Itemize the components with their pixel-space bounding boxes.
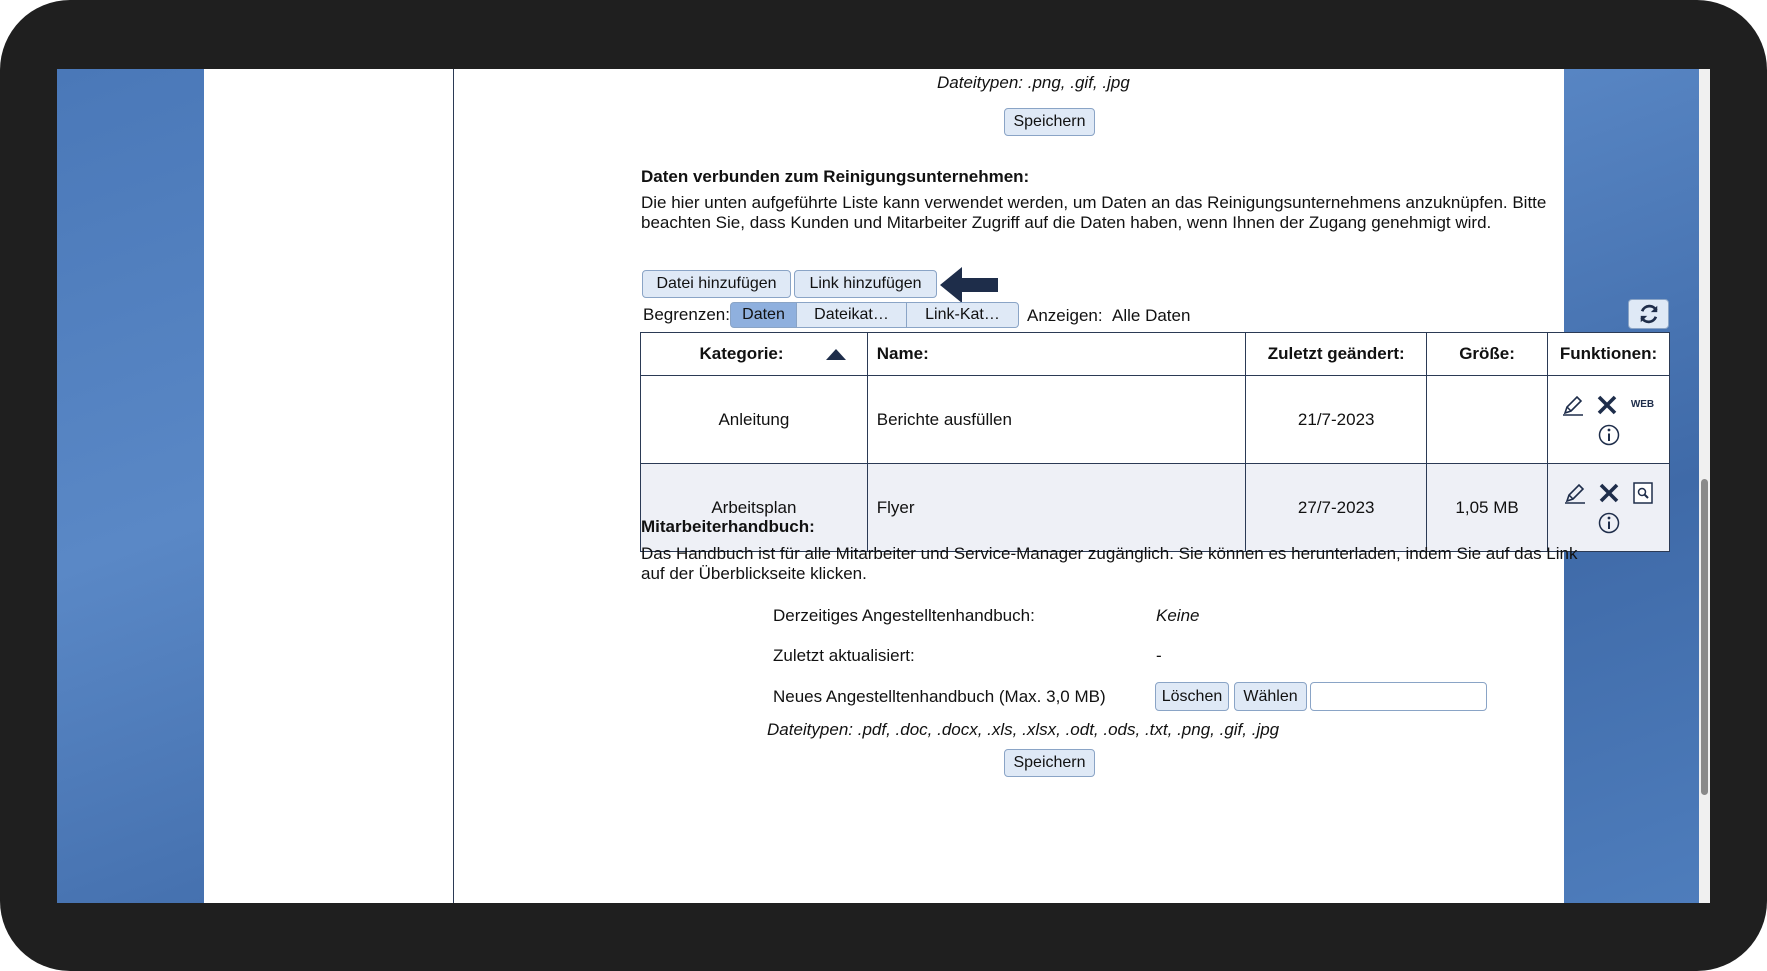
info-icon[interactable] — [1597, 511, 1621, 535]
show-label: Anzeigen: — [1027, 306, 1103, 325]
limit-label: Begrenzen: — [643, 305, 730, 324]
page — [204, 69, 1658, 903]
info-icon[interactable] — [1597, 423, 1621, 447]
cell-category: Anleitung — [641, 376, 868, 464]
data-section-desc-line2: beachten Sie, dass Kunden und Mitarbeiter Zugriff auf die Daten haben, wenn Ihnen der Zugang genehmigt wird. — [641, 213, 1492, 232]
cell-name[interactable]: Berichte ausfüllen — [867, 376, 1246, 464]
current-handbook-value: Keine — [1156, 606, 1200, 625]
limit-option-linkkat[interactable]: Link-Kat… — [906, 302, 1019, 328]
data-section-heading: Daten verbunden zum Reinigungsunternehmen: — [641, 167, 1030, 186]
header-modified[interactable]: Zuletzt geändert: — [1246, 333, 1427, 376]
header-category-label: Kategorie: — [699, 344, 784, 363]
choose-file-button[interactable]: Wählen — [1234, 682, 1307, 711]
logo-filetypes-text: Dateitypen: .png, .gif, .jpg — [937, 73, 1130, 92]
header-functions: Funktionen: — [1548, 333, 1670, 376]
show-value: Alle Daten — [1112, 306, 1191, 325]
cell-functions — [1548, 464, 1670, 552]
header-name[interactable]: Name: — [867, 333, 1246, 376]
cell-size: 1,05 MB — [1427, 464, 1548, 552]
handbook-heading: Mitarbeiterhandbuch: — [641, 517, 815, 536]
refresh-icon — [1638, 303, 1660, 325]
refresh-button[interactable] — [1628, 299, 1669, 329]
sort-asc-icon — [826, 348, 846, 360]
save-button-bottom[interactable]: Speichern — [1004, 749, 1095, 777]
header-size[interactable]: Größe: — [1427, 333, 1548, 376]
pencil-icon[interactable] — [1561, 393, 1585, 417]
web-link-icon[interactable]: WEB — [1630, 399, 1655, 410]
handbook-desc-line2: auf der Überblickseite klicken. — [641, 564, 867, 583]
delete-button[interactable]: Löschen — [1155, 682, 1229, 711]
limit-option-dateikat[interactable]: Dateikat… — [796, 302, 907, 328]
file-path-input[interactable] — [1310, 682, 1487, 711]
delete-icon[interactable] — [1597, 481, 1621, 505]
cell-size — [1427, 376, 1548, 464]
cell-modified: 27/7-2023 — [1246, 464, 1427, 552]
data-section-desc-line1: Die hier unten aufgeführte Liste kann verwendet werden, um Daten an das Reinigungsunternehmens anzuknüpfen. Bitte — [641, 193, 1547, 212]
table-row — [641, 464, 1670, 552]
last-updated-value: - — [1156, 646, 1162, 665]
cell-modified: 21/7-2023 — [1246, 376, 1427, 464]
header-category[interactable] — [641, 333, 868, 376]
table-row — [641, 376, 1670, 464]
screen — [57, 69, 1710, 903]
handbook-desc-line1: Das Handbuch ist für alle Mitarbeiter und Service-Manager zugänglich. Sie können es herunterladen, indem Sie auf das Link — [641, 544, 1578, 563]
limit-option-daten[interactable]: Daten — [730, 302, 797, 328]
current-handbook-label: Derzeitiges Angestelltenhandbuch: — [773, 606, 1035, 625]
add-file-button[interactable]: Datei hinzufügen — [642, 270, 791, 298]
pencil-icon[interactable] — [1563, 481, 1587, 505]
delete-icon[interactable] — [1595, 393, 1619, 417]
new-handbook-label: Neues Angestelltenhandbuch (Max. 3,0 MB) — [773, 687, 1106, 706]
cell-name[interactable]: Flyer — [867, 464, 1246, 552]
handbook-filetypes-text: Dateitypen: .pdf, .doc, .docx, .xls, .xlsx, .odt, .ods, .txt, .png, .gif, .jpg — [767, 720, 1280, 739]
save-button-top[interactable]: Speichern — [1004, 108, 1095, 136]
add-link-button[interactable]: Link hinzufügen — [794, 270, 937, 298]
cell-category: Arbeitsplan — [641, 464, 868, 552]
scrollbar-thumb[interactable] — [1701, 479, 1708, 795]
last-updated-label: Zuletzt aktualisiert: — [773, 646, 915, 665]
preview-icon[interactable] — [1631, 481, 1655, 505]
scrollbar[interactable] — [1699, 69, 1710, 903]
arrow-left-icon — [940, 265, 1000, 305]
cell-functions — [1548, 376, 1670, 464]
